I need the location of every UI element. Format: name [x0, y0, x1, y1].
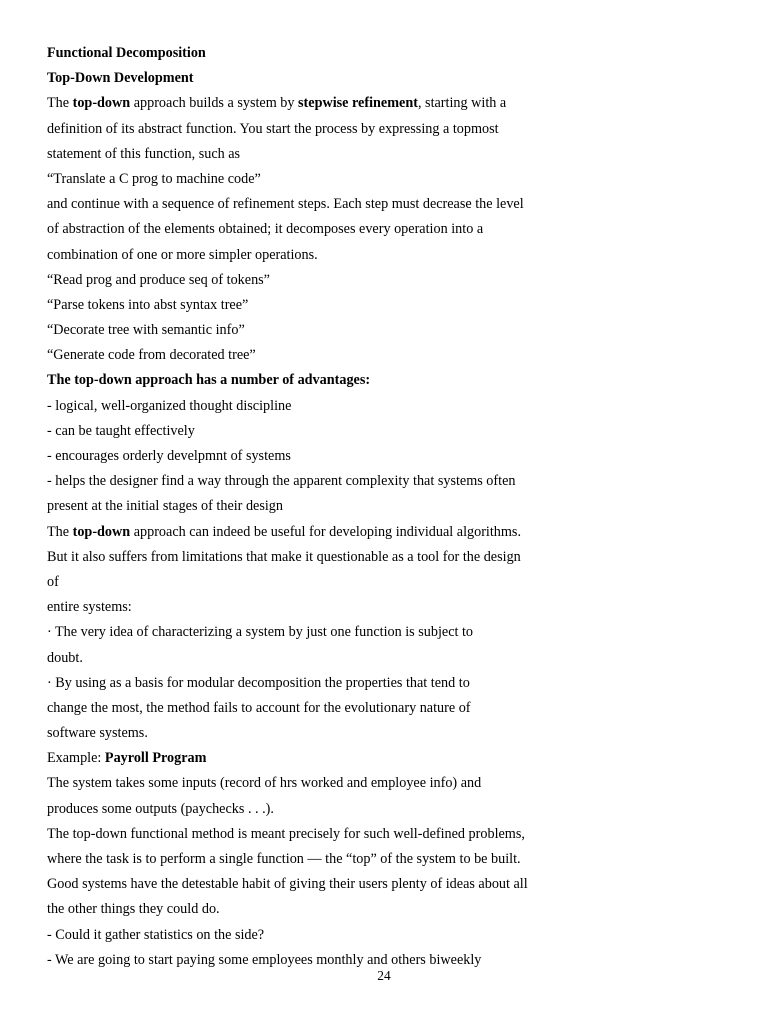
text-run: · By using as a basis for modular decomposition the properties that tend to: [47, 674, 470, 691]
body-line-1: [47, 91, 737, 116]
text-run: “Generate code from decorated tree”: [47, 347, 256, 364]
text-run: The: [47, 95, 73, 112]
text-run: Example:: [47, 750, 105, 767]
heading-functional-decomposition: [47, 41, 737, 66]
body-line-12: [47, 797, 737, 822]
text-run: software systems.: [47, 725, 148, 742]
page-number: 24: [377, 968, 391, 983]
text-run: , starting with a: [417, 95, 507, 112]
text-run: - encourages orderly develpmnt of systems: [47, 448, 291, 464]
body-line-2: [47, 117, 737, 142]
text-run: “Decorate tree with semantic info”: [47, 322, 245, 339]
quote-parse-tokens: [47, 293, 737, 318]
text-run: approach builds a system by: [130, 95, 299, 112]
body-line-10: [47, 595, 737, 620]
body-line-7: [47, 520, 737, 545]
text-run: entire systems:: [47, 599, 132, 616]
quote-read-prog: [47, 268, 737, 293]
text-run: produces some outputs (paychecks . . .).: [47, 800, 274, 817]
text-run: - logical, well-organized thought discipline: [47, 397, 292, 414]
limitation-1b: [47, 646, 737, 671]
document-body: [47, 41, 737, 973]
text-run: Good systems have the detestable habit of giving their users plenty of ideas about all: [47, 876, 528, 893]
text-run: Functional Decomposition: [47, 45, 206, 61]
text-run: of abstraction of the elements obtained; it decomposes every operation into a: [47, 221, 484, 238]
text-run: change the most, the method fails to account for the evolutionary nature of: [47, 699, 471, 716]
text-run: where the task is to perform a single function — the “top” of the system to be built.: [47, 851, 521, 867]
advantage-3: [47, 444, 737, 469]
body-line-6: [47, 243, 737, 268]
text-run: “Read prog and produce seq of tokens”: [47, 271, 270, 288]
bold-text: top-down: [72, 95, 131, 112]
text-run: The top-down functional method is meant precisely for such well-defined problems,: [47, 825, 525, 842]
text-run: - We are going to start paying some employees monthly and others biweekly: [47, 951, 482, 968]
limitation-2c: [47, 721, 737, 746]
heading-advantages: [47, 368, 737, 393]
bold-text: Payroll Program: [104, 750, 207, 767]
bold-text: top-down: [72, 523, 131, 540]
body-line-9: [47, 570, 737, 595]
body-line-4: [47, 192, 737, 217]
text-run: present at the initial stages of their design: [47, 498, 283, 515]
quote-generate-code: [47, 343, 737, 368]
text-run: doubt.: [47, 649, 83, 666]
text-run: The: [47, 523, 73, 540]
text-run: But it also suffers from limitations that make it questionable as a tool for the design: [47, 548, 521, 565]
body-line-5: [47, 217, 737, 242]
advantage-1: [47, 394, 737, 419]
text-run: statement of this function, such as: [47, 145, 241, 162]
advantage-4a: [47, 469, 737, 494]
body-line-3: [47, 142, 737, 167]
advantage-4b: [47, 494, 737, 519]
limitation-2a: [47, 671, 737, 696]
text-run: - can be taught effectively: [47, 422, 195, 439]
text-run: the other things they could do.: [47, 901, 220, 918]
quote-decorate-tree: [47, 318, 737, 343]
limitation-2b: [47, 696, 737, 721]
text-run: “Parse tokens into abst syntax tree”: [47, 296, 249, 313]
quote-translate: [47, 167, 737, 192]
text-run: Top-Down Development: [47, 70, 194, 87]
body-line-16: [47, 897, 737, 922]
text-run: and continue with a sequence of refinement steps. Each step must decrease the level: [47, 196, 524, 213]
limitation-1a: [47, 620, 737, 645]
heading-top-down-development: [47, 66, 737, 91]
body-line-8: [47, 545, 737, 570]
bold-text: stepwise refinement: [298, 95, 418, 112]
body-line-14: [47, 847, 737, 872]
text-run: The system takes some inputs (record of hrs worked and employee info) and: [47, 775, 482, 792]
body-line-13: [47, 822, 737, 847]
advantage-2: [47, 419, 737, 444]
question-1: [47, 923, 737, 948]
body-line-15: [47, 872, 737, 897]
text-run: of: [47, 573, 59, 590]
text-run: The top-down approach has a number of advantages:: [47, 372, 371, 389]
text-run: “Translate a C prog to machine code”: [47, 170, 261, 187]
text-run: definition of its abstract function. You start the process by expressing a topmost: [47, 120, 499, 137]
text-run: · The very idea of characterizing a system by just one function is subject to: [47, 624, 474, 641]
body-line-11: [47, 771, 737, 796]
example-line: [47, 746, 737, 771]
text-run: combination of one or more simpler operations.: [47, 246, 318, 263]
text-run: approach can indeed be useful for developing individual algorithms.: [130, 523, 522, 540]
text-run: - Could it gather statistics on the side?: [47, 926, 265, 943]
text-run: - helps the designer find a way through the apparent complexity that systems often: [47, 473, 516, 490]
